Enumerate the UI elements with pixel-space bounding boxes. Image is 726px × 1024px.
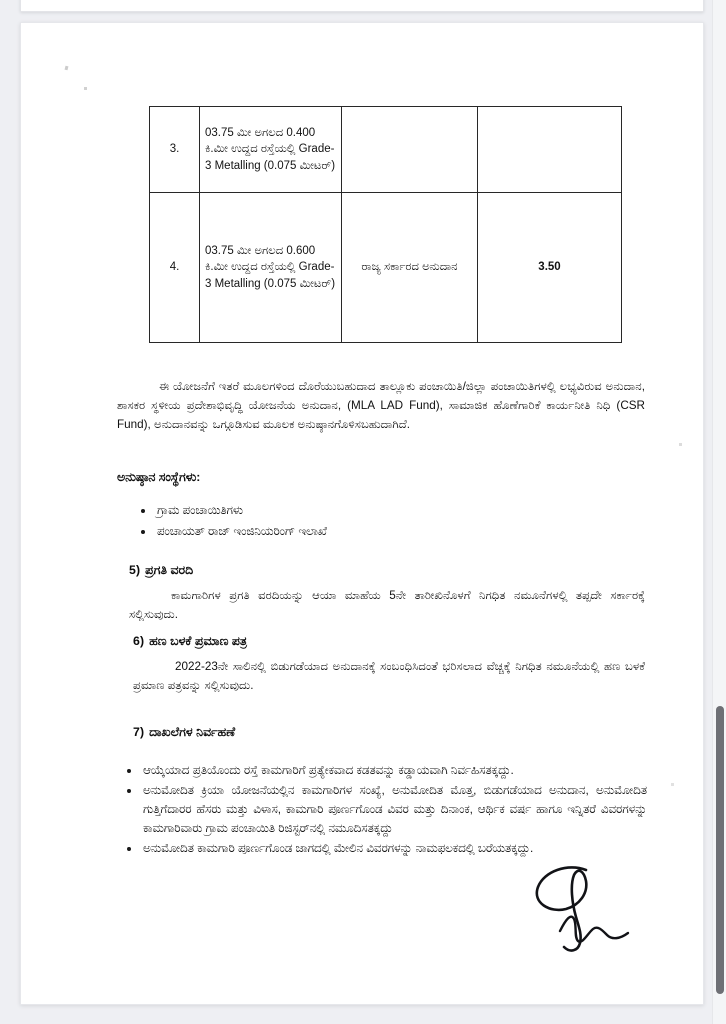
section-heading — [133, 634, 645, 649]
section-body: 2022-23ನೇ ಸಾಲಿನಲ್ಲಿ ಬಿಡುಗಡೆಯಾದ ಅನುದಾನಕ್ಕೆ ಸಂಬಂಧಿಸಿದಂತೆ ಭರಿಸಲಾದ ವೆಚ್ಚಕ್ಕೆ ನಿಗಧಿತ ನಮೂನೆಯಲ್ಲಿ ಹಣ ಬಳಕೆ ಪ್ರಮಾಣ ಪತ್ರವನ್ನು ಸಲ್ಲಿಸುವುದು. — [133, 660, 645, 692]
section-number: 6) — [133, 634, 145, 648]
list-item: ಆಯ್ಕೆಯಾದ ಪ್ರತಿಯೊಂದು ರಸ್ತೆ ಕಾಮಗಾರಿಗೆ ಪ್ರತ್ಯೇಕವಾದ ಕಡತವನ್ನು ಕಡ್ಡಾಯವಾಗಿ ನಿರ್ವಹಿಸತಕ್ಕದ್ದು. — [125, 761, 647, 780]
grant-table — [149, 106, 622, 343]
intro-paragraph-block — [117, 378, 645, 435]
scan-speck — [671, 783, 674, 786]
section-body: ಕಾಮಗಾರಿಗಳ ಪ್ರಗತಿ ವರದಿಯನ್ನು ಆಯಾ ಮಾಹೆಯ 5ನೇ ತಾರೀಖಿನೊಳಗೆ ನಿಗಧಿತ ನಮೂನೆಗಳಲ್ಲಿ ತಪ್ಪದೇ ಸರ್ಕಾರಕ್ಕೆ ಸಲ್ಲಿಸುವುದು. — [129, 589, 645, 621]
table-cell-description: 03.75 ಮೀ ಅಗಲದ 0.400 ಕಿ.ಮೀ ಉದ್ದದ ರಸ್ತೆಯಲ್ಲಿ Grade-3 Metalling (0.075 ಮೀಟರ್) — [200, 107, 342, 193]
section-record-keeping — [133, 725, 645, 749]
table-cell-sl-no: 4. — [150, 193, 200, 343]
table-cell-amount — [478, 107, 622, 193]
section-heading — [129, 563, 645, 578]
vertical-scrollbar-thumb[interactable] — [716, 706, 724, 994]
table-cell-amount: 3.50 — [478, 193, 622, 343]
section-title: ಪ್ರಗತಿ ವರದಿ — [145, 563, 194, 577]
list-item: ಅನುಮೋದಿತ ಕ್ರಿಯಾ ಯೋಜನೆಯಲ್ಲಿನ ಕಾಮಗಾರಿಗಳ ಸಂಖ್ಯೆ, ಅನುಮೋದಿತ ಮೊತ್ತ, ಬಿಡುಗಡೆಯಾದ ಅನುದಾನ, ಅನುಮೋದಿತ ಗುತ್ತಿಗೆದಾರರ ಹೆಸರು ಮತ್ತು ವಿಳಾಸ, ಕಾಮಗಾರಿ ಪೂರ್ಣಗೊಂಡ ವಿವರ ಮತ್ತು ದಿನಾಂಕ, ಆರ್ಥಿಕ ವರ್ಷ ಹಾಗೂ ಇನ್ನಿತರೆ ವಿವರಗಳನ್ನು ಕಾಮಗಾರಿವಾರು ಗ್ರಾಮ ಪಂಚಾಯಿತಿ ರಿಜಿಸ್ಟರ್‌ನಲ್ಲಿ ನಮೂದಿಸತಕ್ಕದ್ದು — [125, 781, 647, 838]
table-row — [150, 107, 622, 193]
implementing-agencies-list — [139, 501, 559, 541]
scan-speck — [65, 66, 69, 71]
list-item: ಪಂಚಾಯತ್ ರಾಜ್ ಇಂಜಿನಿಯರಿಂಗ್ ಇಲಾಖೆ — [139, 522, 559, 541]
section-progress-report — [129, 563, 645, 625]
section-number: 7) — [133, 725, 145, 739]
scan-speck — [679, 443, 682, 446]
section-heading — [133, 725, 645, 740]
signature-icon — [508, 861, 648, 961]
list-item: ಗ್ರಾಮ ಪಂಚಾಯಿತಿಗಳು — [139, 501, 559, 520]
signature-mark — [508, 861, 648, 961]
intro-paragraph: ಈ ಯೋಜನೆಗೆ ಇತರೆ ಮೂಲಗಳಿಂದ ದೊರೆಯುಬಹುದಾದ ತಾಲ್ಲೂಕು ಪಂಚಾಯಿತಿ/ಜಿಲ್ಲಾ ಪಂಚಾಯಿತಿಗಳಲ್ಲಿ ಲಭ್ಯವಿರುವ ಅನುದಾನ, ಶಾಸಕರ ಸ್ಥಳೀಯ ಪ್ರದೇಶಾಭಿವೃದ್ಧಿ ಯೋಜನೆಯ ಅನುದಾನ, (MLA LAD Fund), ಸಾಮಾಜಿಕ ಹೊಣೆಗಾರಿಕೆ ಕಾರ್ಯನೀತಿ ನಿಧಿ (CSR Fund), ಅನುದಾನವನ್ನು ಒಗ್ಗೂಡಿಸುವ ಮೂಲಕ ಅನುಷ್ಠಾನಗೊಳಿಸಬಹುದಾಗಿದೆ. — [117, 380, 645, 431]
table-cell-description: 03.75 ಮೀ ಅಗಲದ 0.600 ಕಿ.ಮೀ ಉದ್ದದ ರಸ್ತೆಯಲ್ಲಿ Grade-3 Metalling (0.075 ಮೀಟರ್) — [200, 193, 342, 343]
implementing-agencies-heading: ಅನುಷ್ಠಾನ ಸಂಸ್ಥೆಗಳು: — [117, 470, 201, 484]
section-title: ದಾಖಲೆಗಳ ನಿರ್ವಹಣೆ — [149, 725, 236, 739]
table-cell-sl-no: 3. — [150, 107, 200, 193]
table-cell-funding-source: ರಾಜ್ಯ ಸರ್ಕಾರದ ಅನುದಾನ — [342, 193, 478, 343]
list-item: ಅನುಮೋದಿತ ಕಾಮಗಾರಿ ಪೂರ್ಣಗೊಂಡ ಜಾಗದಲ್ಲಿ ಮೇಲಿನ ವಿವರಗಳನ್ನು ನಾಮಫಲಕದಲ್ಲಿ ಬರೆಯತಕ್ಕದ್ದು. — [125, 839, 647, 858]
table-row — [150, 193, 622, 343]
implementing-agencies-list-block — [139, 501, 559, 543]
document-page — [20, 22, 704, 1005]
table-cell-funding-source — [342, 107, 478, 193]
section-title: ಹಣ ಬಳಕೆ ಪ್ರಮಾಣ ಪತ್ರ — [149, 634, 248, 648]
record-keeping-list — [125, 761, 647, 859]
scanned-content — [21, 23, 703, 1004]
previous-page-tail — [20, 0, 704, 12]
section-number: 5) — [129, 563, 141, 577]
record-keeping-list-block — [125, 761, 647, 860]
grant-table-wrapper — [149, 106, 621, 343]
vertical-scrollbar-track[interactable] — [712, 0, 726, 1024]
section-utilization-certificate — [133, 634, 645, 696]
scan-speck — [84, 87, 87, 90]
